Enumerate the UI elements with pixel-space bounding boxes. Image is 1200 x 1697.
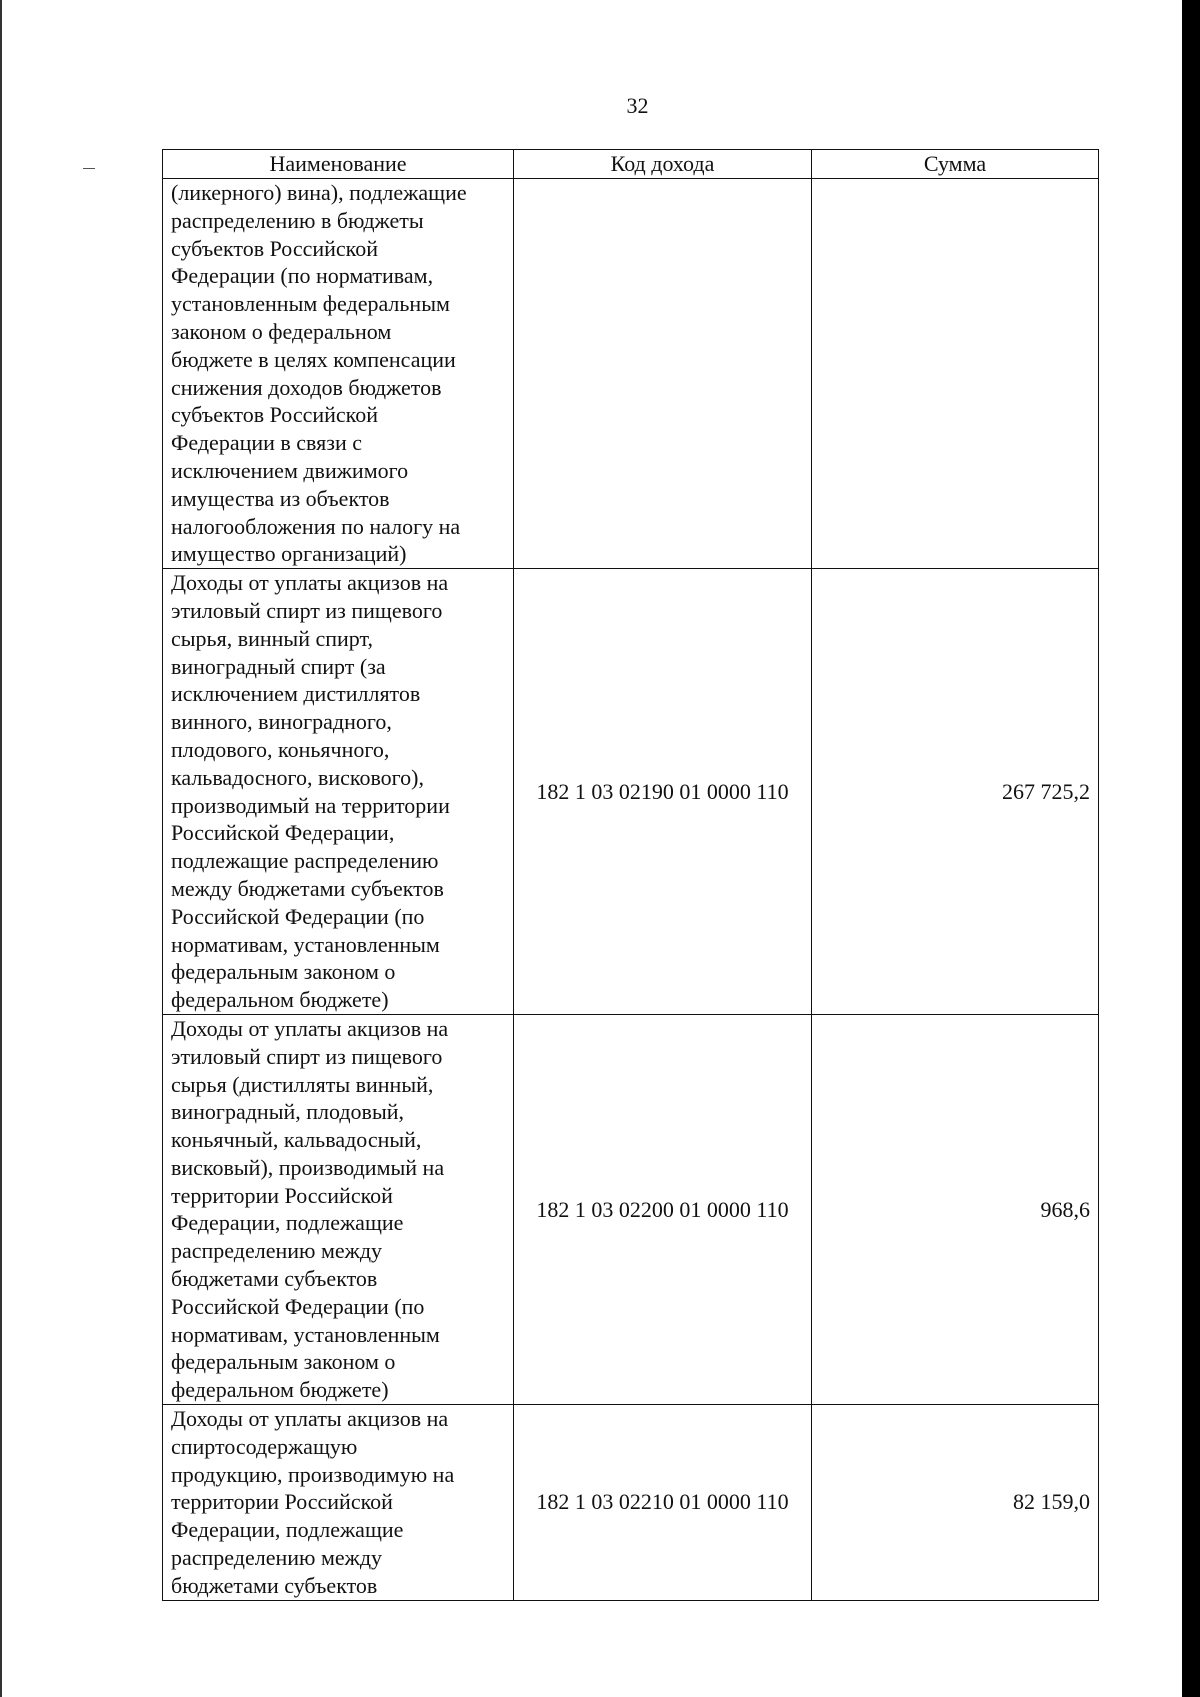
name-line: субъектов Российской xyxy=(171,235,379,261)
scan-right-edge xyxy=(1182,0,1200,1697)
name-line: распределению в бюджеты xyxy=(171,207,424,233)
name-line: Федерации (по нормативам, xyxy=(171,263,434,289)
header-name: Наименование xyxy=(163,150,514,179)
cell-code: 182 1 03 02190 01 0000 110 xyxy=(514,569,812,1015)
name-line: субъектов Российской xyxy=(171,402,379,428)
name-line: имущества из объектов xyxy=(171,485,390,511)
name-line: снижения доходов бюджетов xyxy=(171,374,442,400)
header-sum: Сумма xyxy=(812,150,1099,179)
table-row xyxy=(163,569,1099,1015)
table-body xyxy=(163,179,1099,1601)
name-line: нормативам, установленным xyxy=(171,931,440,957)
name-line: кальвадосного, вискового), xyxy=(171,764,424,790)
name-line: Доходы от уплаты акцизов на xyxy=(171,1015,449,1041)
name-line: продукцию, производимую на xyxy=(171,1461,455,1487)
name-line: налогообложения по налогу на xyxy=(171,513,461,539)
name-line: сырья, винный спирт, xyxy=(171,625,373,651)
table-row xyxy=(163,179,1099,569)
name-line: виноградный спирт (за xyxy=(171,653,386,679)
name-line: винного, виноградного, xyxy=(171,709,392,735)
cell-code xyxy=(514,179,812,569)
name-line: Российской Федерации (по xyxy=(171,903,425,929)
name-line: федеральным законом о xyxy=(171,1349,396,1375)
name-line: распределению между xyxy=(171,1238,383,1264)
name-line: Федерации, подлежащие xyxy=(171,1517,404,1543)
name-line: производимый на территории xyxy=(171,792,450,818)
cell-name xyxy=(163,1014,514,1404)
name-line: федеральном бюджете) xyxy=(171,987,389,1013)
name-line: между бюджетами субъектов xyxy=(171,875,444,901)
cell-name xyxy=(163,179,514,569)
cell-sum: 82 159,0 xyxy=(812,1405,1099,1601)
page-number: 32 xyxy=(626,93,649,118)
name-line: сырья (дистилляты винный, xyxy=(171,1071,434,1097)
name-line: плодового, коньячного, xyxy=(171,736,390,762)
table-row xyxy=(163,1014,1099,1404)
name-line: Федерации, подлежащие xyxy=(171,1210,404,1236)
name-line: этиловый спирт из пищевого xyxy=(171,597,443,623)
name-line: нормативам, установленным xyxy=(171,1321,440,1347)
scan-left-edge xyxy=(0,0,2,1697)
table-row xyxy=(163,1405,1099,1601)
cell-sum: 968,6 xyxy=(812,1014,1099,1404)
name-line: федеральном бюджете) xyxy=(171,1377,389,1403)
name-line: Доходы от уплаты акцизов на xyxy=(171,1406,449,1432)
name-line: бюджете в целях компенсации xyxy=(171,346,456,372)
name-line: имущество организаций) xyxy=(171,541,407,567)
name-line: Доходы от уплаты акцизов на xyxy=(171,570,449,596)
cell-code: 182 1 03 02210 01 0000 110 xyxy=(514,1405,812,1601)
name-line: бюджетами субъектов xyxy=(171,1266,378,1292)
name-line: Российской Федерации (по xyxy=(171,1293,425,1319)
cell-name xyxy=(163,569,514,1015)
cell-sum xyxy=(812,179,1099,569)
cell-code: 182 1 03 02200 01 0000 110 xyxy=(514,1014,812,1404)
table-header-row xyxy=(163,150,1099,179)
name-line: территории Российской xyxy=(171,1489,393,1515)
margin-mark xyxy=(83,168,95,169)
name-line: бюджетами субъектов xyxy=(171,1572,378,1598)
name-line: исключением движимого xyxy=(171,457,409,483)
name-line: спиртосодержащую xyxy=(171,1433,358,1459)
name-line: (ликерного) вина), подлежащие xyxy=(171,180,467,205)
name-line: Российской Федерации, xyxy=(171,820,395,846)
name-line: федеральным законом о xyxy=(171,959,396,985)
revenue-table xyxy=(162,149,1099,1601)
cell-sum: 267 725,2 xyxy=(812,569,1099,1015)
name-line: территории Российской xyxy=(171,1182,393,1208)
name-line: законом о федеральном xyxy=(171,318,392,344)
name-line: этиловый спирт из пищевого xyxy=(171,1043,443,1069)
name-line: подлежащие распределению xyxy=(171,848,439,874)
header-code: Код дохода xyxy=(514,150,812,179)
name-line: коньячный, кальвадосный, xyxy=(171,1127,422,1153)
name-line: распределению между xyxy=(171,1545,383,1571)
name-line: исключением дистиллятов xyxy=(171,681,421,707)
cell-name xyxy=(163,1405,514,1601)
name-line: висковый), производимый на xyxy=(171,1154,445,1180)
name-line: Федерации в связи с xyxy=(171,430,362,456)
name-line: установленным федеральным xyxy=(171,291,450,317)
name-line: виноградный, плодовый, xyxy=(171,1099,404,1125)
